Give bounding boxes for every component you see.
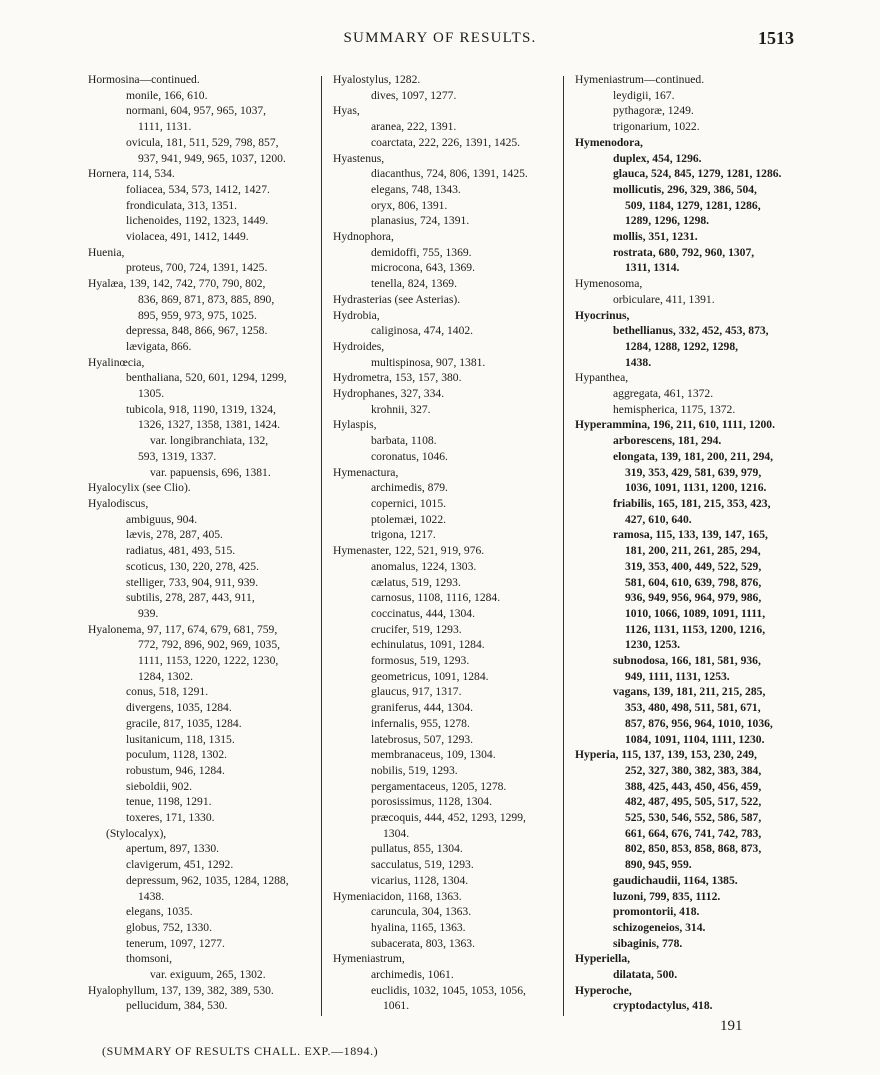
index-entry: pergamentaceus, 1205, 1278. bbox=[371, 779, 507, 793]
index-entry: dives, 1097, 1277. bbox=[371, 88, 457, 102]
index-entry: 836, 869, 871, 873, 885, 890, bbox=[138, 292, 275, 306]
index-entry: vagans, 139, 181, 211, 215, 285, bbox=[613, 685, 766, 699]
index-entry: ambiguus, 904. bbox=[126, 512, 198, 526]
index-entry: 939. bbox=[138, 606, 159, 620]
index-entry: ptolemæi, 1022. bbox=[371, 512, 447, 526]
index-entry: 353, 480, 498, 511, 581, 671, bbox=[625, 701, 761, 715]
index-column-2 bbox=[333, 72, 555, 1014]
index-entry: clavigerum, 451, 1292. bbox=[126, 858, 234, 872]
index-heading: Hyperoche, bbox=[575, 983, 632, 997]
index-entry: 936, 949, 956, 964, 979, 986, bbox=[625, 591, 762, 605]
index-entry: graniferus, 444, 1304. bbox=[371, 701, 474, 715]
index-entry: lichenoides, 1192, 1323, 1449. bbox=[126, 214, 269, 228]
index-entry: 1111, 1153, 1220, 1222, 1230, bbox=[138, 654, 279, 668]
index-entry: 949, 1111, 1131, 1253. bbox=[625, 669, 730, 683]
index-entry: 1111, 1131. bbox=[138, 120, 192, 134]
index-entry: 252, 327, 380, 382, 383, 384, bbox=[625, 763, 762, 777]
index-entry: sacculatus, 519, 1293. bbox=[371, 858, 474, 872]
index-entry: subacerata, 803, 1363. bbox=[371, 936, 475, 950]
index-entry: friabilis, 165, 181, 215, 353, 423, bbox=[613, 496, 771, 510]
index-entry: aggregata, 461, 1372. bbox=[613, 387, 714, 401]
index-entry: ramosa, 115, 133, 139, 147, 165, bbox=[613, 528, 768, 542]
index-entry: caliginosa, 474, 1402. bbox=[371, 324, 474, 338]
index-entry: 319, 353, 429, 581, 639, 979, bbox=[625, 465, 762, 479]
index-entry: pythagoræ, 1249. bbox=[613, 104, 694, 118]
index-entry: benthaliana, 520, 601, 1294, 1299, bbox=[126, 371, 287, 385]
index-entry: violacea, 491, 1412, 1449. bbox=[126, 230, 249, 244]
index-entry: 1010, 1066, 1089, 1091, 1111, bbox=[625, 606, 766, 620]
index-entry: conus, 518, 1291. bbox=[126, 685, 209, 699]
index-entry: pullatus, 855, 1304. bbox=[371, 842, 463, 856]
index-entry: echinulatus, 1091, 1284. bbox=[371, 638, 485, 652]
footer-note: (SUMMARY OF RESULTS CHALL. EXP.—1894.) bbox=[102, 1044, 379, 1058]
index-entry: archimedis, 879. bbox=[371, 481, 448, 495]
index-entry: sibaginis, 778. bbox=[613, 936, 683, 950]
index-entry: 802, 850, 853, 858, 868, 873, bbox=[625, 842, 762, 856]
index-entry: trigona, 1217. bbox=[371, 528, 436, 542]
index-entry: 895, 959, 973, 975, 1025. bbox=[138, 308, 257, 322]
index-entry: carnosus, 1108, 1116, 1284. bbox=[371, 591, 501, 605]
index-entry: duplex, 454, 1296. bbox=[613, 151, 702, 165]
index-entry: 427, 610, 640. bbox=[625, 512, 692, 526]
index-entry: depressa, 848, 866, 967, 1258. bbox=[126, 324, 268, 338]
index-entry: elongata, 139, 181, 200, 211, 294, bbox=[613, 449, 774, 463]
index-entry: stelliger, 733, 904, 911, 939. bbox=[126, 575, 259, 589]
index-entry: geometricus, 1091, 1284. bbox=[371, 669, 489, 683]
index-entry: 181, 200, 211, 261, 285, 294, bbox=[625, 544, 761, 558]
index-entry: infernalis, 955, 1278. bbox=[371, 716, 470, 730]
index-entry: porosissimus, 1128, 1304. bbox=[371, 795, 492, 809]
index-entry: apertum, 897, 1330. bbox=[126, 842, 220, 856]
index-entry: depressum, 962, 1035, 1284, 1288, bbox=[126, 873, 289, 887]
index-heading: Hymeniastrum—continued. bbox=[575, 73, 705, 86]
index-entry: diacanthus, 724, 806, 1391, 1425. bbox=[371, 167, 528, 181]
index-entry: hemispherica, 1175, 1372. bbox=[613, 402, 736, 416]
index-heading: Hydrobia, bbox=[333, 308, 380, 322]
index-entry: schizogeneios, 314. bbox=[613, 920, 706, 934]
index-heading: Hymeniastrum, bbox=[333, 952, 405, 966]
index-entry: elegans, 1035. bbox=[126, 905, 193, 919]
index-entry: caruncula, 304, 1363. bbox=[371, 905, 472, 919]
index-entry: 525, 530, 546, 552, 586, 587, bbox=[625, 811, 762, 825]
index-entry: 581, 604, 610, 639, 798, 876, bbox=[625, 575, 762, 589]
index-entry: aranea, 222, 1391. bbox=[371, 120, 457, 134]
index-entry: copernici, 1015. bbox=[371, 496, 447, 510]
column-divider-1 bbox=[321, 76, 322, 1016]
index-entry: gracile, 817, 1035, 1284. bbox=[126, 716, 242, 730]
index-entry: (Stylocalyx), bbox=[106, 826, 167, 840]
index-heading: Hyperia, 115, 137, 139, 153, 230, 249, bbox=[575, 748, 757, 762]
index-entry: subnodosa, 166, 181, 581, 936, bbox=[613, 654, 761, 668]
index-entry: nobilis, 519, 1293. bbox=[371, 763, 458, 777]
index-entry: var. exiguum, 265, 1302. bbox=[150, 968, 266, 982]
index-entry: 1061. bbox=[383, 999, 410, 1013]
index-heading: Hymenosoma, bbox=[575, 277, 643, 291]
index-entry: 1326, 1327, 1358, 1381, 1424. bbox=[138, 418, 281, 432]
index-entry: 1438. bbox=[625, 355, 652, 369]
index-entry: microcona, 643, 1369. bbox=[371, 261, 475, 275]
index-entry: coronatus, 1046. bbox=[371, 449, 448, 463]
index-entry: thomsoni, bbox=[126, 952, 173, 966]
index-entry: proteus, 700, 724, 1391, 1425. bbox=[126, 261, 268, 275]
index-heading: Hyperiella, bbox=[575, 952, 631, 966]
index-entry: krohnii, 327. bbox=[371, 402, 431, 416]
page-title: SUMMARY OF RESULTS. bbox=[343, 30, 537, 46]
index-entry: 319, 353, 400, 449, 522, 529, bbox=[625, 559, 762, 573]
index-heading: Hyas, bbox=[333, 104, 360, 118]
index-entry: var. papuensis, 696, 1381. bbox=[150, 465, 271, 479]
index-entry: sieboldii, 902. bbox=[126, 779, 193, 793]
index-heading: Hormosina—continued. bbox=[88, 73, 200, 86]
index-heading: Hyperammina, 196, 211, 610, 1111, 1200. bbox=[575, 418, 776, 432]
index-entry: demidoffi, 755, 1369. bbox=[371, 245, 472, 259]
index-entry: crucifer, 519, 1293. bbox=[371, 622, 462, 636]
index-entry: ovicula, 181, 511, 529, 798, 857, bbox=[126, 135, 279, 149]
index-entry: globus, 752, 1330. bbox=[126, 920, 212, 934]
index-column-3 bbox=[575, 72, 800, 1014]
index-heading: Hyalocylix (see Clio). bbox=[88, 481, 191, 495]
index-entry: archimedis, 1061. bbox=[371, 968, 454, 982]
index-entry: 482, 487, 495, 505, 517, 522, bbox=[625, 795, 762, 809]
index-entry: 1284, 1302. bbox=[138, 669, 194, 683]
index-entry: 1304. bbox=[383, 826, 410, 840]
index-entry: lusitanicum, 118, 1315. bbox=[126, 732, 235, 746]
index-entry: bethellianus, 332, 452, 453, 873, bbox=[613, 324, 769, 338]
index-heading: Hyalodiscus, bbox=[88, 496, 149, 510]
index-heading: Hymenodora, bbox=[575, 135, 643, 149]
index-entry: 1084, 1091, 1104, 1111, 1230. bbox=[625, 732, 765, 746]
index-entry: lævis, 278, 287, 405. bbox=[126, 528, 223, 542]
index-entry: 1289, 1296, 1298. bbox=[625, 214, 710, 228]
index-entry: mollis, 351, 1231. bbox=[613, 230, 698, 244]
index-entry: frondiculata, 313, 1351. bbox=[126, 198, 238, 212]
index-heading: Hymeniacidon, 1168, 1363. bbox=[333, 889, 462, 903]
index-entry: 1438. bbox=[138, 889, 165, 903]
index-entry: luzoni, 799, 835, 1112. bbox=[613, 889, 721, 903]
index-heading: Hymenaster, 122, 521, 919, 976. bbox=[333, 544, 485, 558]
index-heading: Hyalæa, 139, 142, 742, 770, 790, 802, bbox=[88, 277, 266, 291]
index-entry: 1230, 1253. bbox=[625, 638, 681, 652]
index-entry: anomalus, 1224, 1303. bbox=[371, 559, 477, 573]
index-entry: formosus, 519, 1293. bbox=[371, 654, 470, 668]
index-entry: 509, 1184, 1279, 1281, 1286, bbox=[625, 198, 761, 212]
index-entry: 661, 664, 676, 741, 742, 783, bbox=[625, 826, 762, 840]
index-entry: var. longibranchiata, 132, bbox=[150, 434, 269, 448]
index-entry: orbiculare, 411, 1391. bbox=[613, 292, 715, 306]
index-entry: 772, 792, 896, 902, 969, 1035, bbox=[138, 638, 281, 652]
index-entry: 1036, 1091, 1131, 1200, 1216. bbox=[625, 481, 767, 495]
index-entry: pellucidum, 384, 530. bbox=[126, 999, 228, 1013]
index-heading: Hymenactura, bbox=[333, 465, 399, 479]
index-heading: Hydrasterias (see Asterias). bbox=[333, 292, 461, 306]
index-column-1 bbox=[88, 72, 313, 1014]
index-heading: Hydrometra, 153, 157, 380. bbox=[333, 371, 462, 385]
index-entry: glauca, 524, 845, 1279, 1281, 1286. bbox=[613, 167, 782, 181]
index-heading: Hyalonema, 97, 117, 674, 679, 681, 759, bbox=[88, 622, 278, 636]
column-divider-2 bbox=[563, 76, 564, 1016]
index-heading: Hyalinœcia, bbox=[88, 355, 145, 369]
index-heading: Hydrophanes, 327, 334. bbox=[333, 387, 445, 401]
index-entry: rostrata, 680, 792, 960, 1307, bbox=[613, 245, 755, 259]
index-entry: lævigata, 866. bbox=[126, 339, 192, 353]
index-heading: Hyalostylus, 1282. bbox=[333, 73, 421, 86]
index-entry: 388, 425, 443, 450, 456, 459, bbox=[625, 779, 762, 793]
index-entry: planasius, 724, 1391. bbox=[371, 214, 470, 228]
index-entry: 1126, 1131, 1153, 1200, 1216, bbox=[625, 622, 766, 636]
index-entry: 1311, 1314. bbox=[625, 261, 680, 275]
index-entry: 937, 941, 949, 965, 1037, 1200. bbox=[138, 151, 286, 165]
index-entry: elegans, 748, 1343. bbox=[371, 182, 461, 196]
index-entry: scoticus, 130, 220, 278, 425. bbox=[126, 559, 259, 573]
index-heading: Huenia, bbox=[88, 245, 125, 259]
index-entry: vicarius, 1128, 1304. bbox=[371, 873, 469, 887]
index-entry: hyalina, 1165, 1363. bbox=[371, 920, 466, 934]
index-entry: normani, 604, 957, 965, 1037, bbox=[126, 104, 267, 118]
index-entry: 593, 1319, 1337. bbox=[138, 449, 217, 463]
index-entry: mollicutis, 296, 329, 386, 504, bbox=[613, 182, 757, 196]
index-entry: arborescens, 181, 294. bbox=[613, 434, 722, 448]
index-entry: trigonarium, 1022. bbox=[613, 120, 700, 134]
index-entry: tenella, 824, 1369. bbox=[371, 277, 457, 291]
index-entry: toxeres, 171, 1330. bbox=[126, 811, 215, 825]
index-entry: latebrosus, 507, 1293. bbox=[371, 732, 474, 746]
index-entry: foliacea, 534, 573, 1412, 1427. bbox=[126, 182, 270, 196]
index-entry: divergens, 1035, 1284. bbox=[126, 701, 232, 715]
index-entry: glaucus, 917, 1317. bbox=[371, 685, 462, 699]
index-heading: Hypanthea, bbox=[575, 371, 629, 385]
sheet-number: 191 bbox=[720, 1018, 743, 1034]
index-entry: tubicola, 918, 1190, 1319, 1324, bbox=[126, 402, 276, 416]
index-entry: gaudichaudii, 1164, 1385. bbox=[613, 873, 738, 887]
index-entry: cælatus, 519, 1293. bbox=[371, 575, 461, 589]
index-entry: monile, 166, 610. bbox=[126, 88, 208, 102]
index-entry: radiatus, 481, 493, 515. bbox=[126, 544, 236, 558]
index-heading: Hyocrinus, bbox=[575, 308, 630, 322]
index-entry: 857, 876, 956, 964, 1010, 1036, bbox=[625, 716, 773, 730]
index-heading: Hydnophora, bbox=[333, 230, 394, 244]
index-entry: tenue, 1198, 1291. bbox=[126, 795, 212, 809]
index-heading: Hylaspis, bbox=[333, 418, 377, 432]
index-entry: barbata, 1108. bbox=[371, 434, 437, 448]
index-entry: 1305. bbox=[138, 387, 165, 401]
index-entry: leydigii, 167. bbox=[613, 88, 675, 102]
index-entry: tenerum, 1097, 1277. bbox=[126, 936, 225, 950]
index-heading: Hornera, 114, 534. bbox=[88, 167, 175, 181]
index-heading: Hyastenus, bbox=[333, 151, 385, 165]
index-entry: præcoquis, 444, 452, 1293, 1299, bbox=[371, 811, 526, 825]
index-entry: coccinatus, 444, 1304. bbox=[371, 606, 475, 620]
index-entry: 890, 945, 959. bbox=[625, 858, 692, 872]
index-heading: Hydroides, bbox=[333, 339, 385, 353]
index-entry: euclidis, 1032, 1045, 1053, 1056, bbox=[371, 983, 526, 997]
index-entry: dilatata, 500. bbox=[613, 968, 678, 982]
index-heading: Hyalophyllum, 137, 139, 382, 389, 530. bbox=[88, 983, 274, 997]
index-entry: 1284, 1288, 1292, 1298, bbox=[625, 339, 739, 353]
index-entry: oryx, 806, 1391. bbox=[371, 198, 448, 212]
index-entry: promontorii, 418. bbox=[613, 905, 700, 919]
page-number: 1513 bbox=[758, 28, 794, 48]
index-entry: membranaceus, 109, 1304. bbox=[371, 748, 496, 762]
index-entry: cryptodactylus, 418. bbox=[613, 999, 713, 1013]
index-entry: subtilis, 278, 287, 443, 911, bbox=[126, 591, 255, 605]
index-entry: coarctata, 222, 226, 1391, 1425. bbox=[371, 135, 521, 149]
index-entry: multispinosa, 907, 1381. bbox=[371, 355, 486, 369]
index-entry: poculum, 1128, 1302. bbox=[126, 748, 228, 762]
index-entry: robustum, 946, 1284. bbox=[126, 763, 225, 777]
